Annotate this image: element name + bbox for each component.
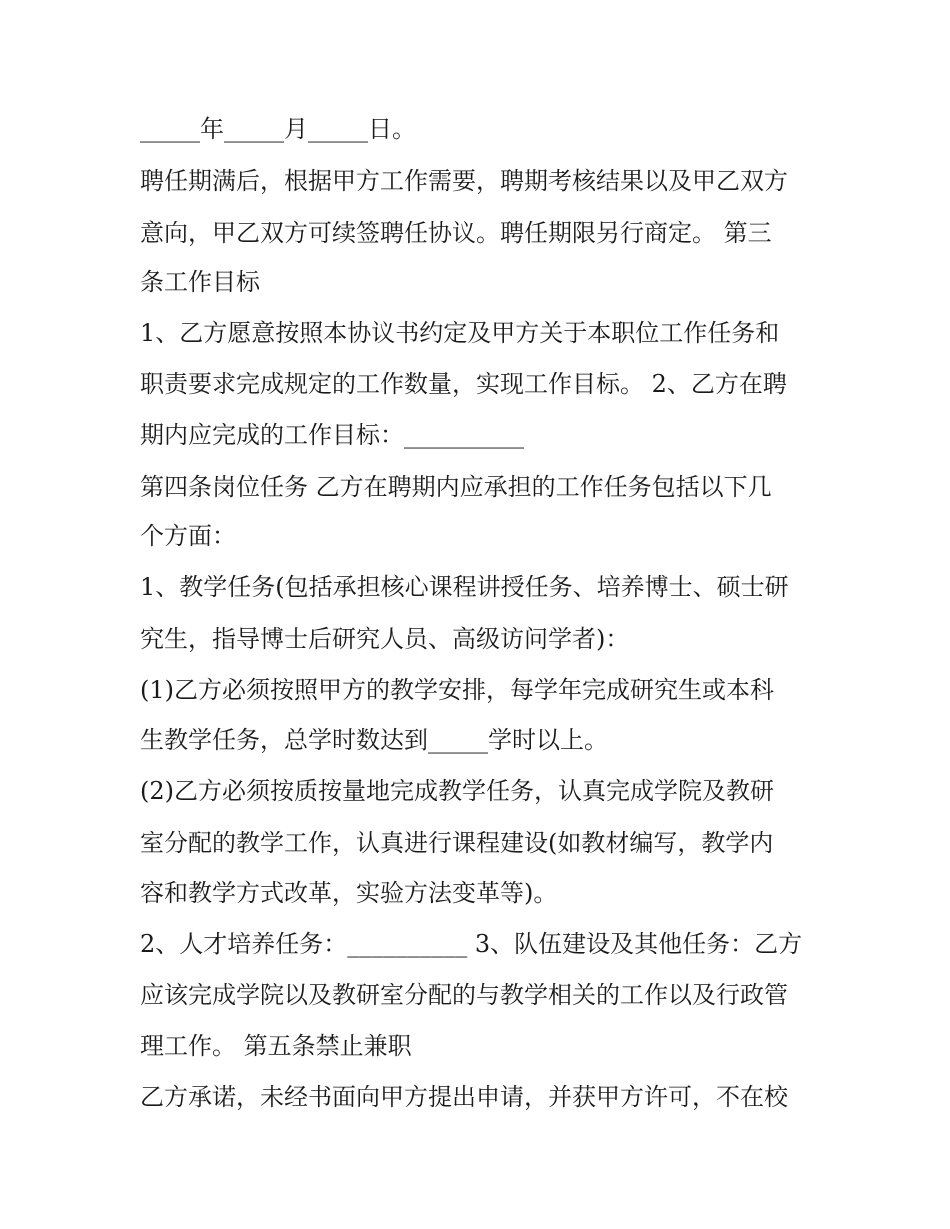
text-line: 生教学任务，总学时数达到_____学时以上。: [140, 726, 608, 754]
text-line: 究生，指导博士后研究人员、高级访问学者)：: [140, 625, 630, 653]
text-line: 乙方承诺，未经书面向甲方提出申请，并获甲方许可，不在校: [140, 1083, 788, 1111]
text-line: 理工作。 第五条禁止兼职: [140, 1032, 412, 1060]
text-line: 容和教学方式改革，实验方法变革等)。: [140, 879, 558, 907]
text-line: 个方面：: [140, 522, 236, 550]
text-line: (1)乙方必须按照甲方的教学安排，每学年完成研究生或本科: [140, 676, 774, 704]
text-line: 室分配的教学工作，认真进行课程建设(如教材编写，教学内: [140, 829, 774, 857]
text-line: (2)乙方必须按质按量地完成教学任务，认真完成学院及教研: [140, 777, 774, 805]
text-line: 1、教学任务(包括承担核心课程讲授任务、培养博士、硕士研: [140, 573, 789, 601]
text-line: 2、人才培养任务：__________ 3、队伍建设及其他任务：乙方: [140, 930, 803, 958]
text-line: 1、乙方愿意按照本协议书约定及甲方关于本职位工作任务和: [140, 319, 780, 347]
text-line: 第四条岗位任务 乙方在聘期内应承担的工作任务包括以下几: [140, 473, 772, 501]
text-line: 期内应完成的工作目标：__________: [140, 421, 524, 449]
text-line: 意向，甲乙双方可续签聘任协议。聘任期限另行商定。 第三: [140, 219, 772, 247]
text-line: 聘任期满后，根据甲方工作需要，聘期考核结果以及甲乙双方: [140, 167, 788, 195]
text-line: 职责要求完成规定的工作数量，实现工作目标。 2、乙方在聘: [140, 370, 787, 398]
text-line: _____年_____月_____日。: [140, 115, 416, 143]
text-line: 应该完成学院以及教研室分配的与教学相关的工作以及行政管: [140, 981, 788, 1009]
text-line: 条工作目标: [140, 268, 260, 296]
